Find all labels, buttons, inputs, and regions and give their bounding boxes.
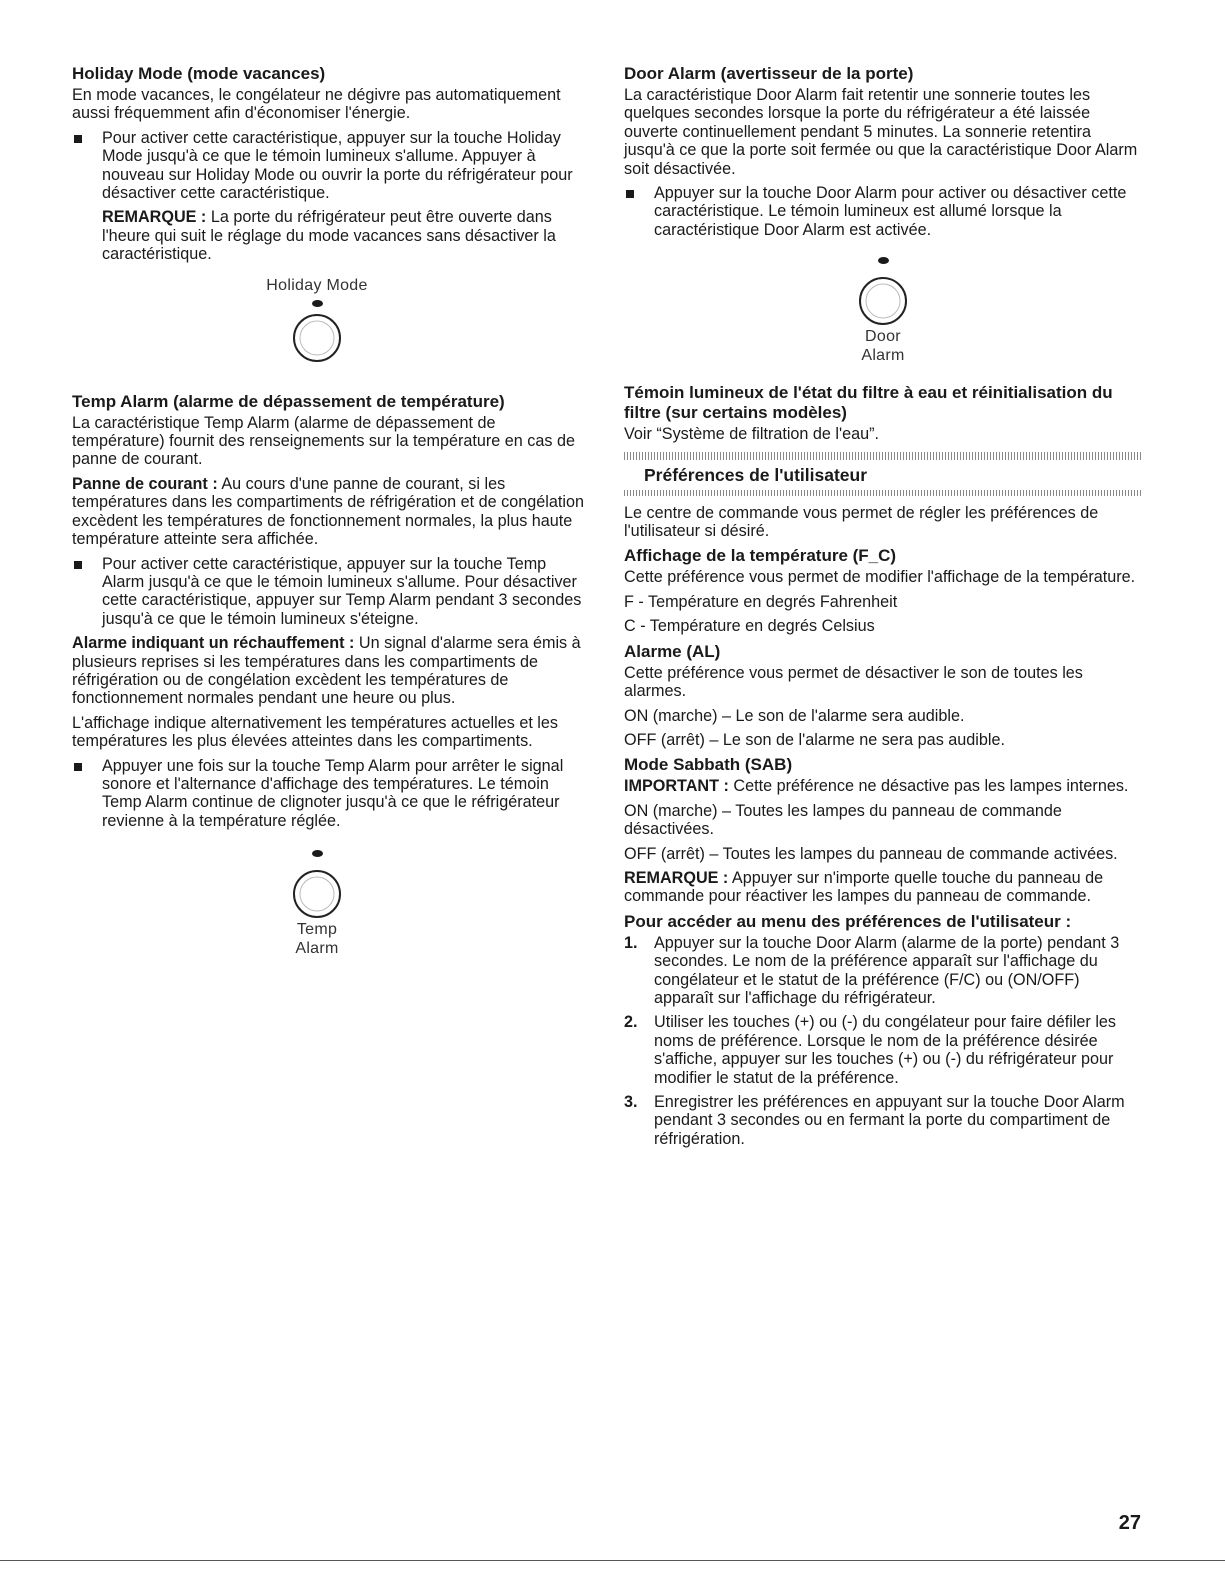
power-failure-label: Panne de courant : <box>72 474 218 493</box>
step-text: Appuyer sur la touche Door Alarm (alarme de la porte) pendant 3 secondes. Le nom de la préférence apparaît sur l'affichage du congélateur et le statut de la préférence (F/C) ou (ON/OFF) apparaît sur l'affichage du réfrigérateur. <box>654 933 1120 1007</box>
important-label: IMPORTANT : <box>624 777 729 796</box>
preferences-heading: Préférences de l'utilisateur <box>644 464 868 485</box>
sabbath-important <box>624 777 1142 795</box>
filter-status-section <box>624 383 1142 443</box>
preferences-bottom-rule <box>624 490 1142 496</box>
note-text: Appuyer sur n'importe quelle touche du panneau de commande pour réactiver les lampes du panneau de commande. <box>624 868 1104 906</box>
step-number: 2. <box>624 1013 638 1032</box>
right-column <box>624 64 1142 1154</box>
temp-alarm-button-figure <box>42 844 592 958</box>
sabbath-note <box>624 869 1142 906</box>
door-alarm-bullet <box>624 184 1142 239</box>
important-text: Cette préférence ne désactive pas les lampes internes. <box>728 777 1129 796</box>
door-alarm-button-figure <box>624 251 1142 365</box>
sabbath-on: ON (marche) – Toutes les lampes du panneau de commande désactivées. <box>624 801 1062 839</box>
temp-alarm-caption-line2: Alarm <box>295 940 339 958</box>
door-alarm-bullet-text: Appuyer sur la touche Door Alarm pour activer ou désactiver cette caractéristique. Le témoin lumineux est allumé lorsque la caractéristique Door Alarm est activée. <box>654 184 1127 239</box>
warming-alarm-paragraph <box>72 634 592 708</box>
holiday-mode-button-figure <box>42 276 592 364</box>
note-label: REMARQUE : <box>102 208 207 227</box>
bullet-square-icon <box>74 763 82 771</box>
access-step <box>624 1093 1142 1148</box>
access-step <box>624 1013 1142 1087</box>
holiday-mode-button-icon <box>291 312 343 364</box>
step-text: Enregistrer les préférences en appuyant sur la touche Door Alarm pendant 3 secondes ou en fermant la porte du compartiment de réfrigération. <box>654 1093 1125 1148</box>
temp-display-text: Cette préférence vous permet de modifier l'affichage de la température. <box>624 568 1136 587</box>
holiday-mode-intro: En mode vacances, le congélateur ne dégivre pas automatiquement aussi fréquemment afin d'économiser l'énergie. <box>72 86 561 123</box>
filter-status-heading: Témoin lumineux de l'état du filtre à eau et réinitialisation du filtre (sur certains modèles) <box>624 383 1113 423</box>
temp-alarm-intro: La caractéristique Temp Alarm (alarme de dépassement de température) fournit des renseignements sur la température en cas de panne de courant. <box>72 413 575 469</box>
temp-alarm-bullet-1-text: Pour activer cette caractéristique, appuyer sur la touche Temp Alarm jusqu'à ce que le témoin lumineux s'allume. Pour désactiver cette caractéristique, appuyer sur Temp Alarm pendant 3 secondes jusqu'à ce que le témoin lumineux s'éteigne. <box>102 554 582 628</box>
temp-alarm-caption-line1: Temp <box>296 921 338 939</box>
holiday-mode-heading: Holiday Mode (mode vacances) <box>72 64 326 83</box>
warming-alarm-label: Alarme indiquant un réchauffement : <box>72 634 355 653</box>
holiday-mode-bullet-text: Pour activer cette caractéristique, appuyer sur la touche Holiday Mode jusqu'à ce que le témoin lumineux s'allume. Appuyer à nouveau sur Holiday Mode ou ouvrir la porte du réfrigérateur pour désactiver cette caractéristique. <box>102 128 573 203</box>
display-paragraph: L'affichage indique alternativement les températures actuelles et les températures les plus élevées atteintes dans les compartiments. <box>72 713 559 751</box>
holiday-mode-section <box>72 64 592 364</box>
door-alarm-caption-line1: Door <box>865 328 901 346</box>
power-failure-text: Au cours d'une panne de courant, si les températures dans les compartiments de réfrigération et de congélation excèdent les températures de fonctionnement normales, la plus haute température atteinte sera affichée. <box>72 474 584 549</box>
indicator-led-icon <box>878 257 889 264</box>
door-alarm-intro: La caractéristique Door Alarm fait retentir une sonnerie toutes les quelques secondes lorsque la porte du réfrigérateur a été laissée ouverte continuellement pendant 5 minutes. La sonnerie retentira jusqu'à ce que la porte soit fermée ou que la caractéristique Door Alarm soit désactivée. <box>624 86 1138 178</box>
preferences-top-rule <box>624 452 1142 460</box>
step-number: 3. <box>624 1093 638 1111</box>
indicator-led-icon <box>312 300 323 307</box>
temp-display-c: C - Température en degrés Celsius <box>624 617 875 636</box>
sabbath-off: OFF (arrêt) – Toutes les lampes du panneau de commande activées. <box>624 844 1118 863</box>
holiday-mode-button-caption: Holiday Mode <box>266 276 368 294</box>
warming-alarm-text: Un signal d'alarme sera émis à plusieurs reprises si les températures dans les compartiments de réfrigération ou de congélation excèdent les températures de fonctionnement normales pendant une heure ou plus. <box>72 634 581 708</box>
note-label: REMARQUE : <box>624 868 729 887</box>
filter-status-text: Voir “Système de filtration de l'eau”. <box>624 425 880 444</box>
door-alarm-caption-line2: Alarm <box>861 347 905 365</box>
note-text: La porte du réfrigérateur peut être ouverte dans l'heure qui suit le réglage du mode vacances sans désactiver la caractéristique. <box>102 208 556 264</box>
access-menu-heading: Pour accéder au menu des préférences de l'utilisateur : <box>624 911 1072 931</box>
holiday-mode-note <box>102 208 592 263</box>
access-step <box>624 934 1142 1008</box>
step-text: Utiliser les touches (+) ou (-) du congélateur pour faire défiler les noms de préférence. Lorsque le nom de la préférence désirée s'affiche, appuyer sur les touches (+) ou (-) du réfrigérateur pour modifier le statut de la préférence. <box>654 1013 1117 1087</box>
door-alarm-heading: Door Alarm (avertisseur de la porte) <box>624 64 914 83</box>
temp-display-heading: Affichage de la température (F_C) <box>624 546 897 566</box>
alarm-pref-heading: Alarme (AL) <box>624 641 721 661</box>
bottom-rule <box>0 1560 1225 1561</box>
temp-alarm-bullet-1 <box>72 555 592 629</box>
door-alarm-section <box>624 64 1142 365</box>
alarm-pref-off: OFF (arrêt) – Le son de l'alarme ne sera pas audible. <box>624 730 1005 749</box>
alarm-pref-on: ON (marche) – Le son de l'alarme sera audible. <box>624 706 965 725</box>
indicator-led-icon <box>312 850 323 857</box>
temp-alarm-button-icon <box>291 868 343 920</box>
power-failure-paragraph <box>72 475 592 549</box>
temp-alarm-bullet-2-text: Appuyer une fois sur la touche Temp Alarm pour arrêter le signal sonore et l'alternance d'affichage des températures. Le témoin Temp Alarm continue de clignoter jusqu'à ce que le réfrigérateur revienne à la température réglée. <box>102 756 564 830</box>
preferences-intro: Le centre de commande vous permet de régler les préférences de l'utilisateur si désiré. <box>624 503 1099 541</box>
door-alarm-button-icon <box>857 275 909 327</box>
temp-alarm-section <box>72 392 592 959</box>
bullet-square-icon <box>74 135 82 143</box>
temp-alarm-bullet-2 <box>72 757 592 831</box>
user-preferences-section <box>624 452 1142 1149</box>
bullet-square-icon <box>626 190 634 198</box>
step-number: 1. <box>624 933 638 952</box>
temp-display-f: F - Température en degrés Fahrenheit <box>624 592 898 611</box>
holiday-mode-bullet <box>72 129 592 203</box>
sabbath-heading: Mode Sabbath (SAB) <box>624 755 793 775</box>
left-column <box>72 64 592 958</box>
bullet-square-icon <box>74 561 82 569</box>
alarm-pref-text: Cette préférence vous permet de désactiver le son de toutes les alarmes. <box>624 663 1083 701</box>
temp-alarm-heading: Temp Alarm (alarme de dépassement de température) <box>72 391 505 411</box>
page-number: 27 <box>1118 1512 1141 1534</box>
